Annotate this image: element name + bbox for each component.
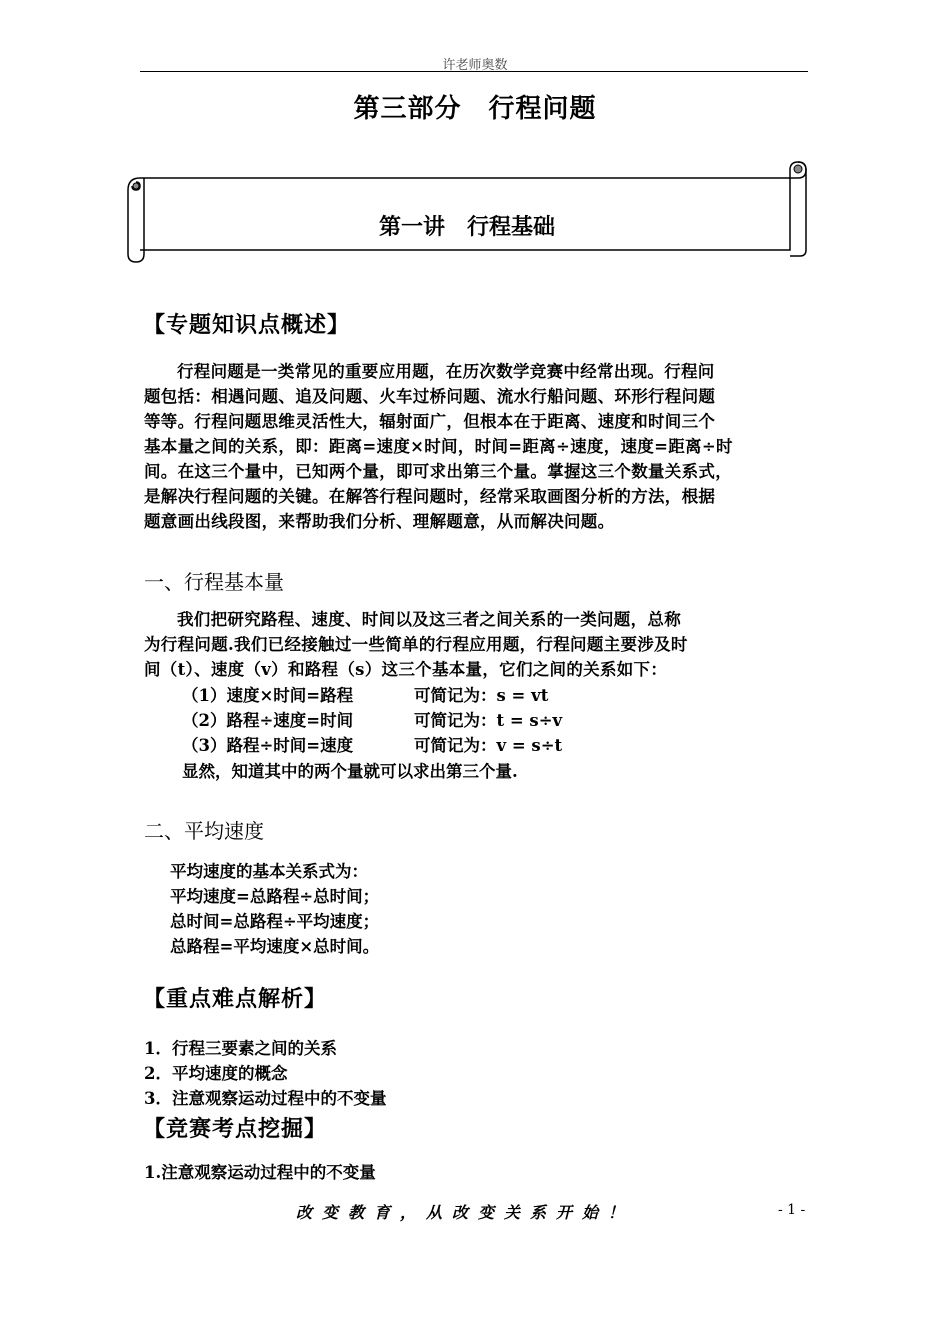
header-rule — [140, 71, 808, 72]
overview-line: 等等。行程问题思维灵活性大，辐射面广，但根本在于距离、速度和时间三个 — [144, 412, 716, 431]
basic-line: 我们把研究路程、速度、时间以及这三者之间关系的一类问题，总称 — [177, 610, 681, 629]
overview-line: 行程问题是一类常见的重要应用题，在历次数学竞赛中经常出现。行程问 — [177, 362, 715, 381]
page-header: 许老师奥数 — [442, 58, 508, 73]
overview-paragraph — [144, 359, 812, 534]
section-heading-overview: 【专题知识点概述】 — [143, 312, 351, 338]
formula-2-left: （2）路程÷速度=时间 — [182, 711, 354, 730]
average-line: 平均速度的基本关系式为： — [170, 862, 368, 881]
section-heading-competition: 【竞赛考点挖掘】 — [143, 1116, 328, 1142]
part-title: 第三部分 行程问题 — [353, 94, 597, 124]
subsection-heading-average-speed: 二、平均速度 — [144, 819, 264, 843]
basic-quantities-paragraph — [144, 607, 784, 682]
overview-line: 是解决行程问题的关键。在解答行程问题时，经常采取画图分析的方法，根据 — [144, 487, 716, 506]
key-point-item: 2．平均速度的概念 — [144, 1064, 288, 1083]
competition-item: 1.注意观察运动过程中的不变量 — [144, 1163, 376, 1182]
basic-line: 为行程问题.我们已经接触过一些简单的行程应用题，行程问题主要涉及时 — [144, 635, 688, 654]
key-point-item: 1．行程三要素之间的关系 — [144, 1039, 337, 1058]
formula-1-left: （1）速度×时间=路程 — [182, 686, 354, 705]
average-line: 总时间=总路程÷平均速度； — [170, 912, 380, 931]
formula-3-right: 可简记为：v = s÷t — [414, 736, 563, 755]
key-point-item: 3．注意观察运动过程中的不变量 — [144, 1089, 387, 1108]
basic-line: 间（t）、速度（v）和路程（s）这三个基本量，它们之间的关系如下： — [144, 660, 668, 679]
section-heading-key-points: 【重点难点解析】 — [143, 986, 328, 1012]
footer-motto: 改变教育，从改变关系开始！ — [296, 1203, 635, 1222]
formula-1-right: 可简记为：s = vt — [414, 686, 549, 705]
formula-3-left: （3）路程÷时间=速度 — [182, 736, 354, 755]
subsection-heading-basic-quantities: 一、行程基本量 — [144, 570, 284, 594]
formula-2-right: 可简记为：t = s÷v — [414, 711, 563, 730]
overview-line: 题包括：相遇问题、追及问题、火车过桥问题、流水行船问题、环形行程问题 — [144, 387, 716, 406]
average-line: 平均速度=总路程÷总时间； — [170, 887, 380, 906]
average-line: 总路程=平均速度×总时间。 — [170, 937, 380, 956]
basic-conclusion: 显然，知道其中的两个量就可以求出第三个量. — [182, 762, 518, 781]
overview-line: 基本量之间的关系，即：距离=速度×时间，时间=距离÷速度，速度=距离÷时 — [144, 437, 733, 456]
overview-line: 间。在这三个量中，已知两个量，即可求出第三个量。掌握这三个数量关系式， — [144, 462, 732, 481]
overview-line: 题意画出线段图，来帮助我们分析、理解题意，从而解决问题。 — [144, 512, 615, 531]
lecture-title: 第一讲 行程基础 — [378, 214, 555, 240]
page-number: - 1 - — [778, 1202, 806, 1218]
